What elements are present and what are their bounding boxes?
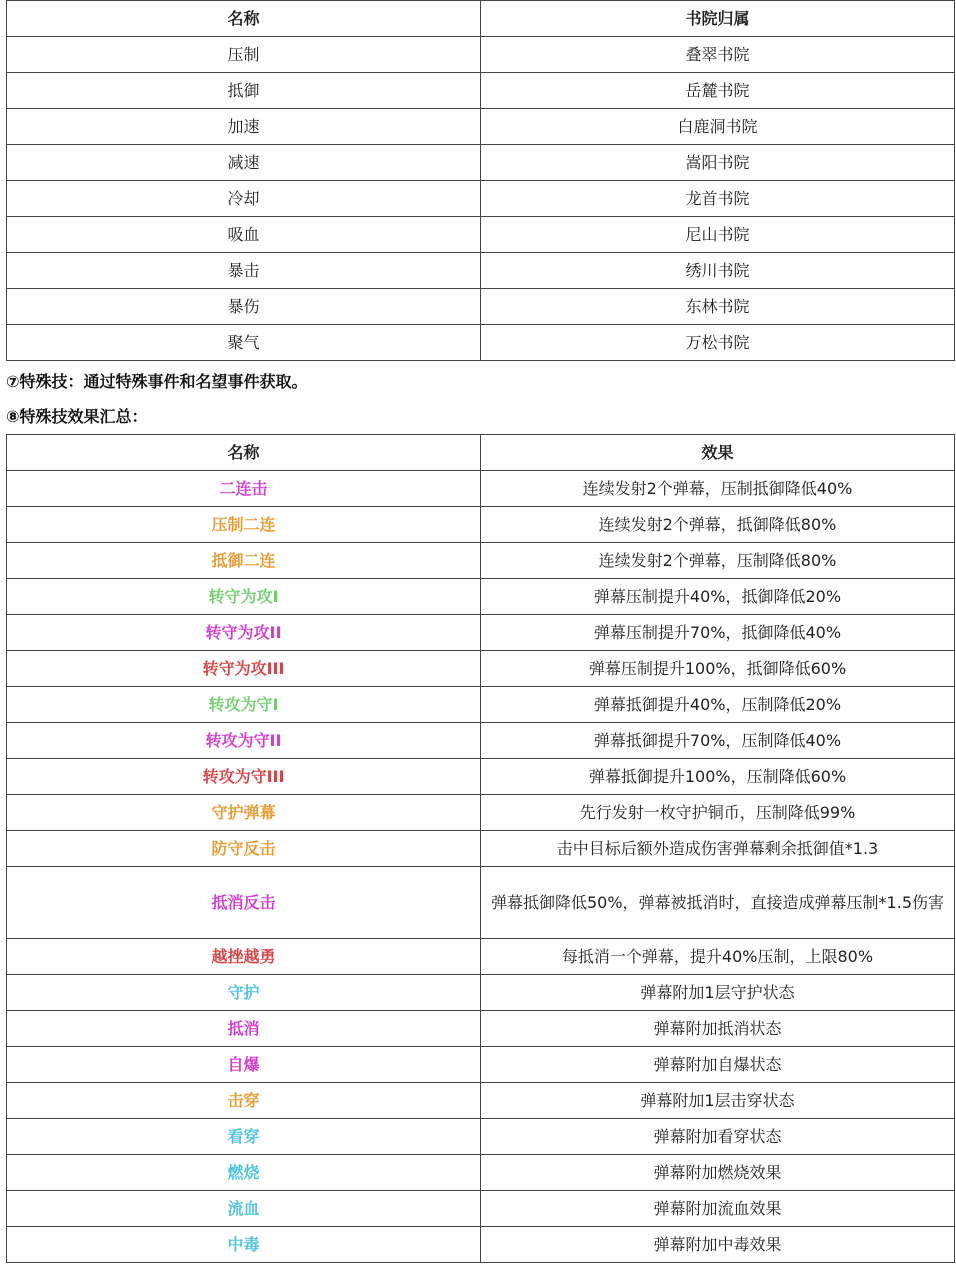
academy-cell: 绣川书院 <box>481 253 955 289</box>
effect-description-cell: 弹幕抵御降低50%，弹幕被抵消时，直接造成弹幕压制*1.5伤害 <box>481 867 955 939</box>
academy-cell: 龙首书院 <box>481 181 955 217</box>
table-row <box>7 1011 955 1047</box>
special-skill-name-cell: 击穿 <box>7 1083 481 1119</box>
academy-cell: 东林书院 <box>481 289 955 325</box>
skill-name-cell: 聚气 <box>7 325 481 361</box>
table-row <box>7 1191 955 1227</box>
skill-name-cell: 抵御 <box>7 73 481 109</box>
table-row <box>7 1227 955 1263</box>
skill-name-cell: 减速 <box>7 145 481 181</box>
table-row <box>7 1155 955 1191</box>
special-skill-name-cell: 看穿 <box>7 1119 481 1155</box>
special-skill-name-cell: 流血 <box>7 1191 481 1227</box>
table-row <box>7 507 955 543</box>
table-row <box>7 651 955 687</box>
effect-description-cell: 弹幕附加流血效果 <box>481 1191 955 1227</box>
academy-cell: 叠翠书院 <box>481 37 955 73</box>
special-skill-name-cell: 转守为攻I <box>7 579 481 615</box>
academy-cell: 万松书院 <box>481 325 955 361</box>
table-row <box>7 687 955 723</box>
table-row <box>7 73 955 109</box>
column-header-effect: 效果 <box>481 435 955 471</box>
special-skill-name-cell: 燃烧 <box>7 1155 481 1191</box>
table-row <box>7 867 955 939</box>
table-header-row <box>7 435 955 471</box>
effect-description-cell: 弹幕附加看穿状态 <box>481 1119 955 1155</box>
skill-name-cell: 加速 <box>7 109 481 145</box>
special-skill-name-cell: 抵消 <box>7 1011 481 1047</box>
academy-table <box>6 0 955 361</box>
special-skill-note: ⑦特殊技：通过特殊事件和名望事件获取。 <box>6 372 308 391</box>
table-row <box>7 1119 955 1155</box>
effect-description-cell: 弹幕附加自爆状态 <box>481 1047 955 1083</box>
skill-name-cell: 暴伤 <box>7 289 481 325</box>
table-header-row <box>7 1 955 37</box>
table-row <box>7 217 955 253</box>
column-header-name: 名称 <box>7 1 481 37</box>
special-skill-name-cell: 自爆 <box>7 1047 481 1083</box>
effect-description-cell: 弹幕压制提升40%，抵御降低20% <box>481 579 955 615</box>
special-skill-name-cell: 压制二连 <box>7 507 481 543</box>
skill-name-cell: 压制 <box>7 37 481 73</box>
special-skill-name-cell: 二连击 <box>7 471 481 507</box>
special-skill-name-cell: 抵御二连 <box>7 543 481 579</box>
table-row <box>7 615 955 651</box>
table-row <box>7 975 955 1011</box>
effect-description-cell: 连续发射2个弹幕，抵御降低80% <box>481 507 955 543</box>
table-row <box>7 759 955 795</box>
effect-description-cell: 弹幕附加中毒效果 <box>481 1227 955 1263</box>
effect-description-cell: 弹幕压制提升70%，抵御降低40% <box>481 615 955 651</box>
table-row <box>7 1047 955 1083</box>
effect-description-cell: 弹幕附加燃烧效果 <box>481 1155 955 1191</box>
table-row <box>7 37 955 73</box>
special-skill-effects-table <box>6 434 955 1263</box>
effect-description-cell: 击中目标后额外造成伤害弹幕剩余抵御值*1.3 <box>481 831 955 867</box>
table-row <box>7 289 955 325</box>
table-row <box>7 253 955 289</box>
effect-description-cell: 弹幕抵御提升100%，压制降低60% <box>481 759 955 795</box>
effect-description-cell: 弹幕抵御提升40%，压制降低20% <box>481 687 955 723</box>
special-skill-name-cell: 中毒 <box>7 1227 481 1263</box>
special-skill-name-cell: 转守为攻II <box>7 615 481 651</box>
special-skill-name-cell: 越挫越勇 <box>7 939 481 975</box>
table-row <box>7 831 955 867</box>
special-skill-name-cell: 转攻为守II <box>7 723 481 759</box>
effect-description-cell: 连续发射2个弹幕，压制抵御降低40% <box>481 471 955 507</box>
table-row <box>7 723 955 759</box>
academy-cell: 白鹿洞书院 <box>481 109 955 145</box>
special-skill-name-cell: 抵消反击 <box>7 867 481 939</box>
table-row <box>7 939 955 975</box>
effects-summary-title: ⑧特殊技效果汇总： <box>6 407 148 426</box>
special-skill-name-cell: 转守为攻III <box>7 651 481 687</box>
effect-description-cell: 弹幕附加1层守护状态 <box>481 975 955 1011</box>
table-row <box>7 145 955 181</box>
table-row <box>7 181 955 217</box>
effect-description-cell: 弹幕压制提升100%，抵御降低60% <box>481 651 955 687</box>
special-skill-name-cell: 转攻为守I <box>7 687 481 723</box>
table-row <box>7 471 955 507</box>
skill-name-cell: 吸血 <box>7 217 481 253</box>
academy-cell: 岳麓书院 <box>481 73 955 109</box>
academy-cell: 嵩阳书院 <box>481 145 955 181</box>
effect-description-cell: 连续发射2个弹幕，压制降低80% <box>481 543 955 579</box>
special-skill-name-cell: 守护弹幕 <box>7 795 481 831</box>
effect-description-cell: 弹幕附加抵消状态 <box>481 1011 955 1047</box>
academy-cell: 尼山书院 <box>481 217 955 253</box>
effect-description-cell: 每抵消一个弹幕，提升40%压制，上限80% <box>481 939 955 975</box>
effect-description-cell: 先行发射一枚守护铜币，压制降低99% <box>481 795 955 831</box>
table-row <box>7 543 955 579</box>
column-header-academy: 书院归属 <box>481 1 955 37</box>
table-row <box>7 109 955 145</box>
table-row <box>7 325 955 361</box>
column-header-name: 名称 <box>7 435 481 471</box>
special-skill-name-cell: 转攻为守III <box>7 759 481 795</box>
skill-name-cell: 暴击 <box>7 253 481 289</box>
effect-description-cell: 弹幕附加1层击穿状态 <box>481 1083 955 1119</box>
skill-name-cell: 冷却 <box>7 181 481 217</box>
table-row <box>7 579 955 615</box>
special-skill-name-cell: 防守反击 <box>7 831 481 867</box>
special-skill-name-cell: 守护 <box>7 975 481 1011</box>
effect-description-cell: 弹幕抵御提升70%，压制降低40% <box>481 723 955 759</box>
table-row <box>7 1083 955 1119</box>
table-row <box>7 795 955 831</box>
